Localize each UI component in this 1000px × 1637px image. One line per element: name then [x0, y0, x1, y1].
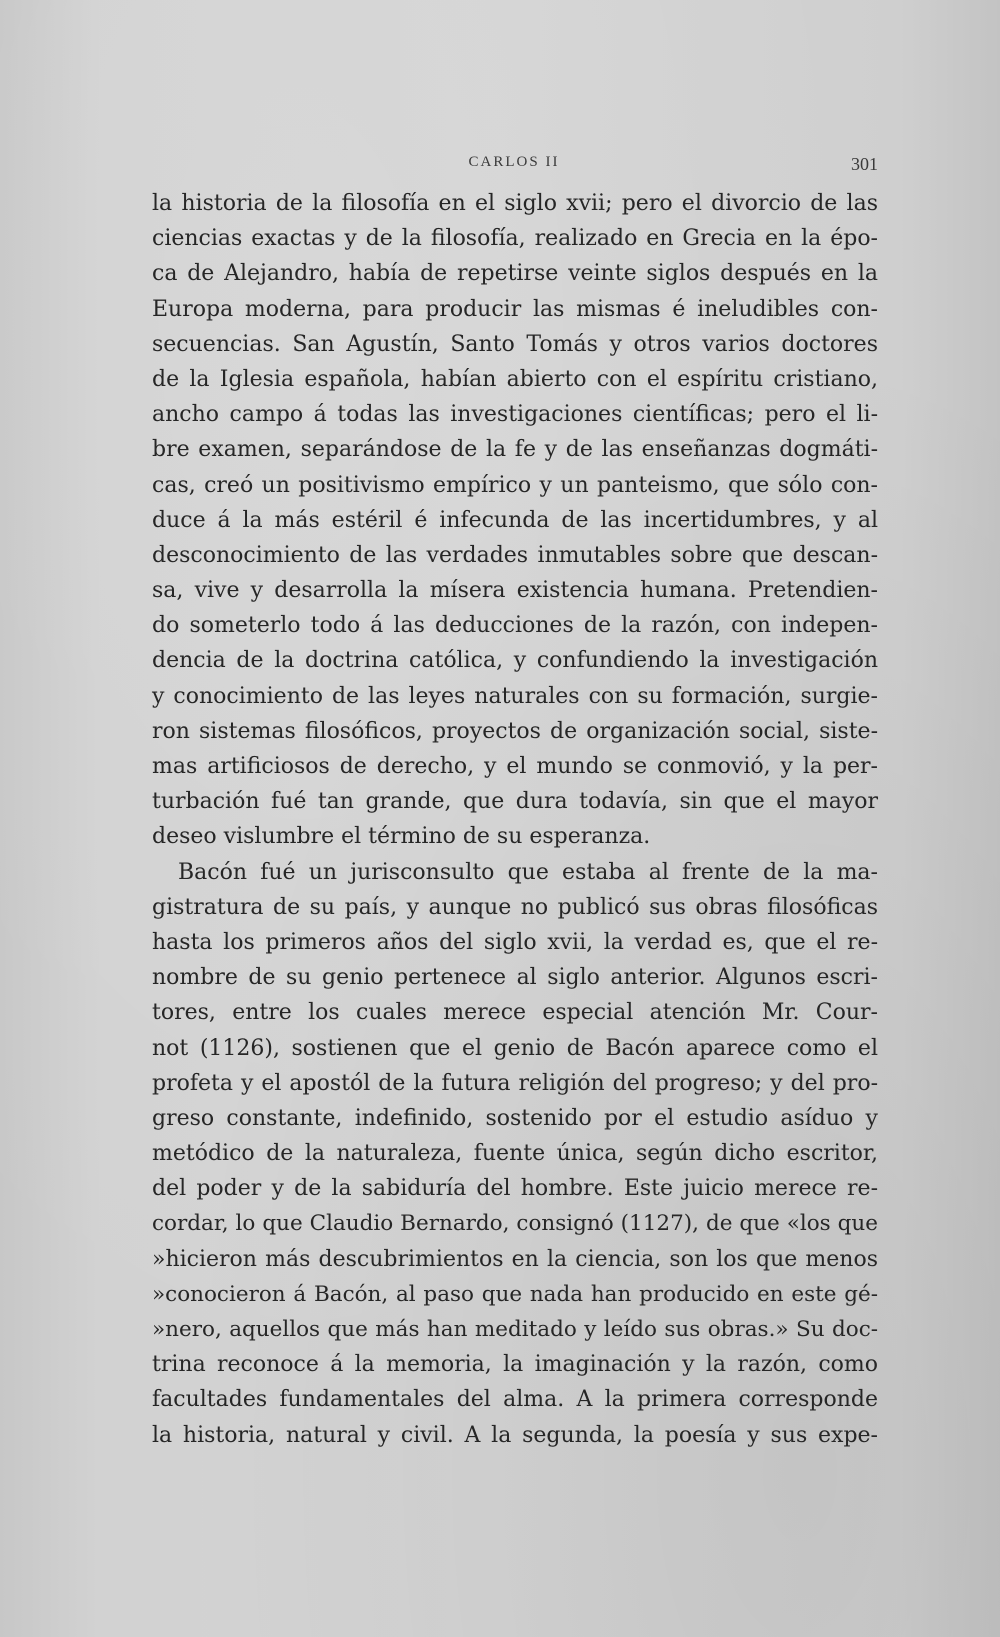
- text-line: ciencias exactas y de la filosofía, realizado en Grecia en la épo-: [152, 226, 878, 252]
- text-line: profeta y el apostól de la futura religión del progreso; y del pro-: [152, 1070, 878, 1096]
- text-line: not (1126), sostienen que el genio de Bacón aparece como el: [152, 1035, 878, 1061]
- text-line: desconocimiento de las verdades inmutables sobre que descan-: [152, 542, 878, 568]
- text-line: duce á la más estéril é infecunda de las incertidumbres, y al: [152, 507, 878, 533]
- page-number: 301: [851, 154, 878, 174]
- text-line: cordar, lo que Claudio Bernardo, consignó (1127), de que «los que: [152, 1211, 878, 1237]
- text-line: sa, vive y desarrolla la mísera existencia humana. Pretendien-: [152, 578, 878, 604]
- text-line: »nero, aquellos que más han meditado y leído sus obras.» Su doc-: [152, 1317, 878, 1342]
- text-line: »conocieron á Bacón, al paso que nada han producido en este gé-: [152, 1281, 878, 1307]
- body-text: [152, 186, 878, 1453]
- text-line: cas, creó un positivismo empírico y un panteismo, que sólo con-: [152, 472, 878, 498]
- text-line: la historia de la filosofía en el siglo xvii; pero el divorcio de las: [152, 191, 878, 216]
- text-line: Bacón fué un jurisconsulto que estaba al frente de la ma-: [178, 859, 878, 885]
- text-line: nombre de su genio pertenece al siglo anterior. Algunos escri-: [152, 965, 878, 991]
- text-line: facultades fundamentales del alma. A la primera corresponde: [152, 1387, 878, 1413]
- text-line: greso constante, indefinido, sostenido por el estudio asíduo y: [152, 1105, 878, 1131]
- text-line: de la Iglesia española, habían abierto con el espíritu cristiano,: [152, 366, 878, 392]
- text-line: secuencias. San Agustín, Santo Tomás y otros varios doctores: [152, 331, 878, 357]
- text-line: ancho campo á todas las investigaciones científicas; pero el li-: [152, 402, 878, 428]
- text-line: turbación fué tan grande, que dura todavía, sin que el mayor: [152, 789, 878, 815]
- text-line: »hicieron más descubrimientos en la ciencia, son los que menos: [152, 1246, 878, 1272]
- running-head: [150, 154, 878, 178]
- text-line: metódico de la naturaleza, fuente única, según dicho escritor,: [152, 1141, 878, 1167]
- text-line: do someterlo todo á las deducciones de la razón, con indepen-: [152, 613, 878, 639]
- text-line: bre examen, separándose de la fe y de las enseñanzas dogmáti-: [152, 437, 878, 463]
- text-line: trina reconoce á la memoria, la imaginación y la razón, como: [152, 1352, 878, 1378]
- text-line: gistratura de su país, y aunque no publicó sus obras filosóficas: [152, 894, 878, 920]
- text-line: dencia de la doctrina católica, y confundiendo la investigación: [152, 648, 878, 674]
- running-title: CARLOS II: [468, 154, 560, 170]
- text-line: ron sistemas filosóficos, proyectos de organización social, siste-: [152, 718, 878, 744]
- text-line: la historia, natural y civil. A la segunda, la poesía y sus expe-: [152, 1422, 878, 1448]
- text-line: hasta los primeros años del siglo xvii, la verdad es, que el re-: [152, 929, 878, 955]
- text-line: y conocimiento de las leyes naturales con su formación, surgie-: [152, 683, 878, 709]
- text-line: ca de Alejandro, había de repetirse veinte siglos después en la: [152, 261, 878, 287]
- text-line: Europa moderna, para producir las mismas é ineludibles con-: [152, 296, 878, 322]
- text-line: del poder y de la sabiduría del hombre. Este juicio merece re-: [152, 1176, 878, 1202]
- text-line: deseo vislumbre el término de su esperanza.: [152, 824, 651, 850]
- text-line: tores, entre los cuales merece especial atención Mr. Cour-: [152, 1000, 878, 1026]
- text-line: mas artificiosos de derecho, y el mundo se conmovió, y la per-: [152, 754, 878, 779]
